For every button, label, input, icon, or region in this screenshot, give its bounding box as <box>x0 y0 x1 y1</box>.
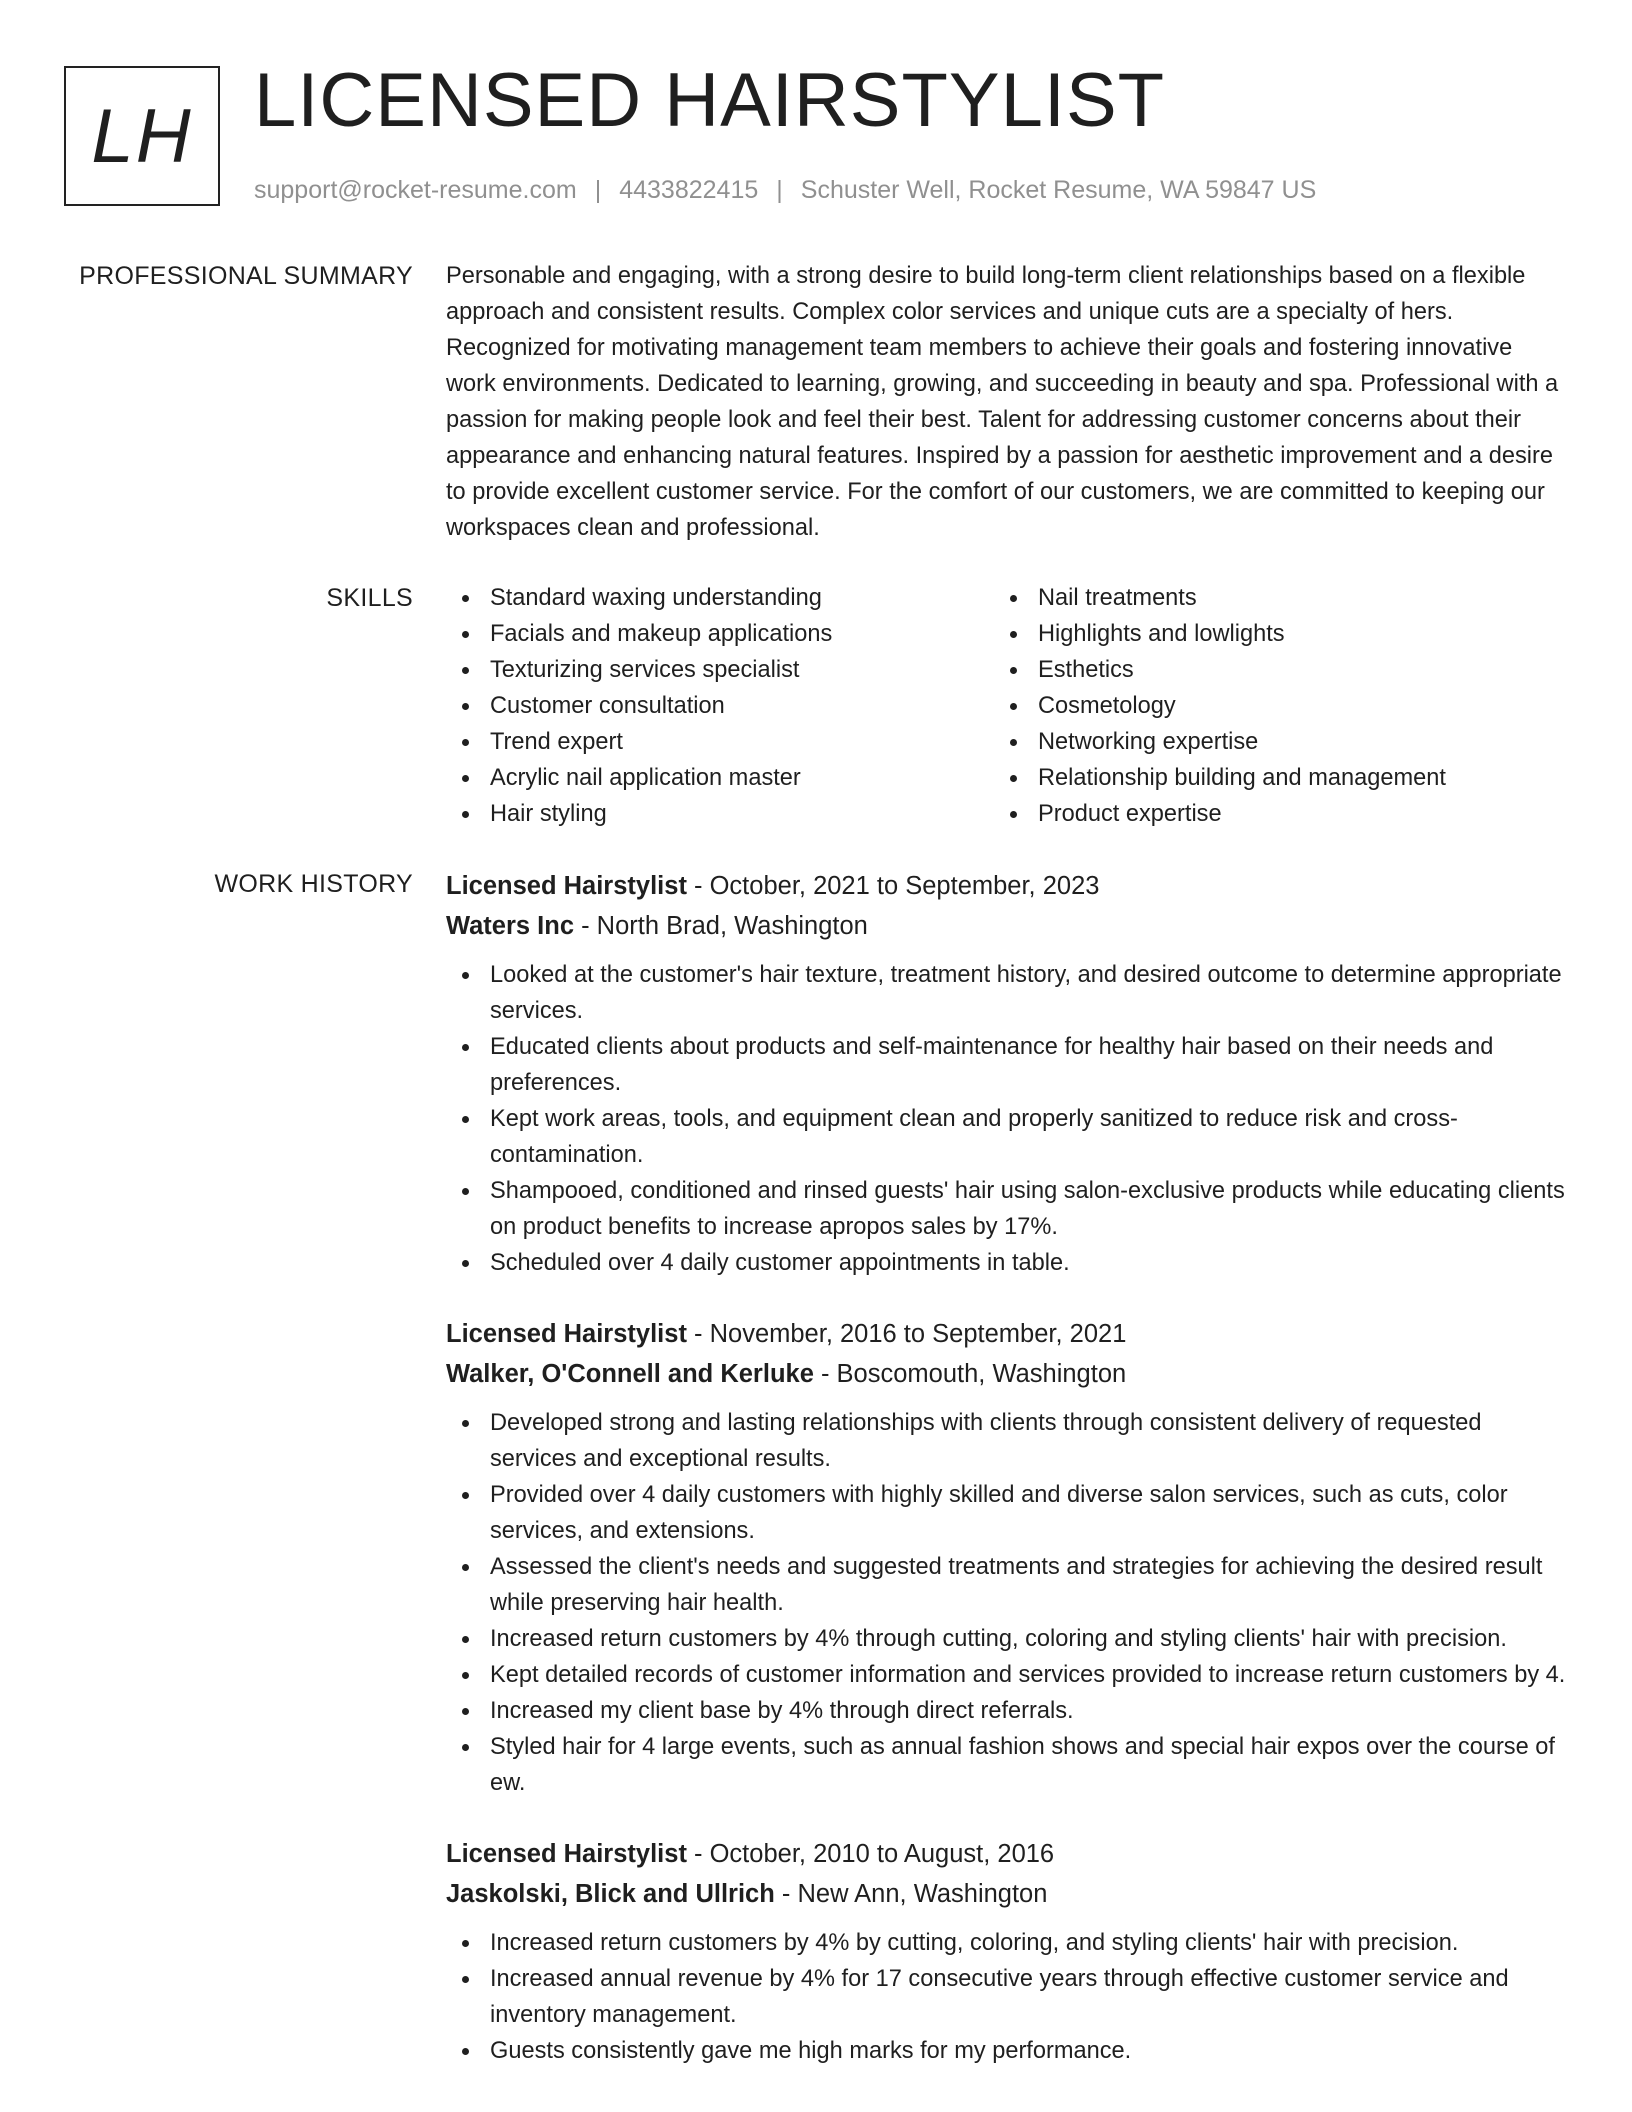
job-bullet: Assessed the client's needs and suggested treatments and strategies for achieving the desired result while preserving hair health. <box>446 1549 1566 1621</box>
job-dates: - November, 2016 to September, 2021 <box>686 1320 1127 1348</box>
skill-item: Networking expertise <box>994 724 1446 760</box>
job-bullet: Scheduled over 4 daily customer appointments in table. <box>446 1245 1566 1281</box>
contact-email: support@rocket-resume.com <box>254 176 577 204</box>
summary-heading: PROFESSIONAL SUMMARY <box>79 262 413 290</box>
job-bullet: Looked at the customer's hair texture, treatment history, and desired outcome to determine appropriate services. <box>446 957 1566 1029</box>
job-bullet: Increased annual revenue by 4% for 17 consecutive years through effective customer service and inventory management. <box>446 1961 1566 2033</box>
skills-list-left <box>446 580 994 832</box>
job-location: - North Brad, Washington <box>574 912 868 940</box>
job-title: Licensed Hairstylist <box>446 1320 687 1348</box>
job-title: Licensed Hairstylist <box>446 872 687 900</box>
job-bullet: Educated clients about products and self-maintenance for healthy hair based on their needs and preferences. <box>446 1029 1566 1101</box>
work-history-heading: WORK HISTORY <box>214 870 413 898</box>
job-company-line <box>446 906 1566 946</box>
job-dates: - October, 2010 to August, 2016 <box>686 1840 1055 1868</box>
job-location: - New Ann, Washington <box>774 1880 1048 1908</box>
skill-item: Standard waxing understanding <box>446 580 994 616</box>
job-bullet: Guests consistently gave me high marks for my performance. <box>446 2033 1566 2069</box>
job-company: Walker, O'Connell and Kerluke <box>446 1360 814 1388</box>
skill-item: Highlights and lowlights <box>994 616 1446 652</box>
job-entry <box>446 1314 1566 1801</box>
contact-phone: 4433822415 <box>619 176 759 204</box>
job-title-line <box>446 1834 1566 1874</box>
job-bullets <box>446 1925 1566 2069</box>
job-bullet: Increased my client base by 4% through direct referrals. <box>446 1693 1566 1729</box>
job-entry <box>446 866 1566 1281</box>
job-bullets <box>446 957 1566 1281</box>
job-title-line <box>446 1314 1566 1354</box>
skill-item: Product expertise <box>994 796 1446 832</box>
contact-separator: | <box>594 176 602 204</box>
skills-heading: SKILLS <box>326 584 413 612</box>
skill-item: Hair styling <box>446 796 994 832</box>
job-dates: - October, 2021 to September, 2023 <box>686 872 1100 900</box>
skill-item: Texturizing services specialist <box>446 652 994 688</box>
skill-item: Esthetics <box>994 652 1446 688</box>
job-bullet: Provided over 4 daily customers with highly skilled and diverse salon services, such as cuts, color services, and extensions. <box>446 1477 1566 1549</box>
job-bullet: Styled hair for 4 large events, such as annual fashion shows and special hair expos over the course of ew. <box>446 1729 1566 1801</box>
job-location: - Boscomouth, Washington <box>813 1360 1127 1388</box>
skill-item: Nail treatments <box>994 580 1446 616</box>
contact-line <box>254 172 1316 208</box>
job-bullet: Kept work areas, tools, and equipment clean and properly sanitized to reduce risk and cross-contamination. <box>446 1101 1566 1173</box>
job-bullet: Developed strong and lasting relationships with clients through consistent delivery of requested services and exceptional results. <box>446 1405 1566 1477</box>
job-company-line <box>446 1354 1566 1394</box>
job-bullet: Increased return customers by 4% by cutting, coloring, and styling clients' hair with precision. <box>446 1925 1566 1961</box>
job-entry <box>446 1834 1566 2069</box>
contact-separator: | <box>776 176 783 204</box>
job-company: Waters Inc <box>446 912 575 940</box>
skills-list-right <box>994 580 1446 832</box>
job-list <box>446 866 1566 2102</box>
skill-item: Customer consultation <box>446 688 994 724</box>
job-bullet: Shampooed, conditioned and rinsed guests' hair using salon-exclusive products while educating clients on product benefits to increase apropos sales by 17%. <box>446 1173 1566 1245</box>
job-bullets <box>446 1405 1566 1801</box>
contact-address: Schuster Well, Rocket Resume, WA 59847 US <box>800 176 1317 204</box>
monogram-logo: LH <box>64 66 220 206</box>
skill-item: Cosmetology <box>994 688 1446 724</box>
job-company: Jaskolski, Blick and Ullrich <box>446 1880 775 1908</box>
job-title-line <box>446 866 1566 906</box>
skill-item: Acrylic nail application master <box>446 760 994 796</box>
job-bullet: Increased return customers by 4% through cutting, coloring and styling clients' hair with precision. <box>446 1621 1566 1657</box>
skill-item: Facials and makeup applications <box>446 616 994 652</box>
job-company-line <box>446 1874 1566 1914</box>
summary-text: Personable and engaging, with a strong desire to build long-term client relationships based on a flexible approach and consistent results. Complex color services and unique cuts are a specialty of hers. Recognized for motivating management team members to achieve their goals and fostering innovative work environments. Dedicated to learning, growing, and succeeding in beauty and spa. Professional with a passion for making people look and feel their best. Talent for addressing customer concerns about their appearance and enhancing natural features. Inspired by a passion for aesthetic improvement and a desire to provide excellent customer service. For the comfort of our customers, we are committed to keeping our workspaces clean and professional. <box>446 263 1559 541</box>
skill-item: Relationship building and management <box>994 760 1446 796</box>
job-title: Licensed Hairstylist <box>446 1840 687 1868</box>
job-bullet: Kept detailed records of customer information and services provided to increase return customers by 4. <box>446 1657 1566 1693</box>
skill-item: Trend expert <box>446 724 994 760</box>
resume-title: LICENSED HAIRSTYLIST <box>254 58 1166 143</box>
